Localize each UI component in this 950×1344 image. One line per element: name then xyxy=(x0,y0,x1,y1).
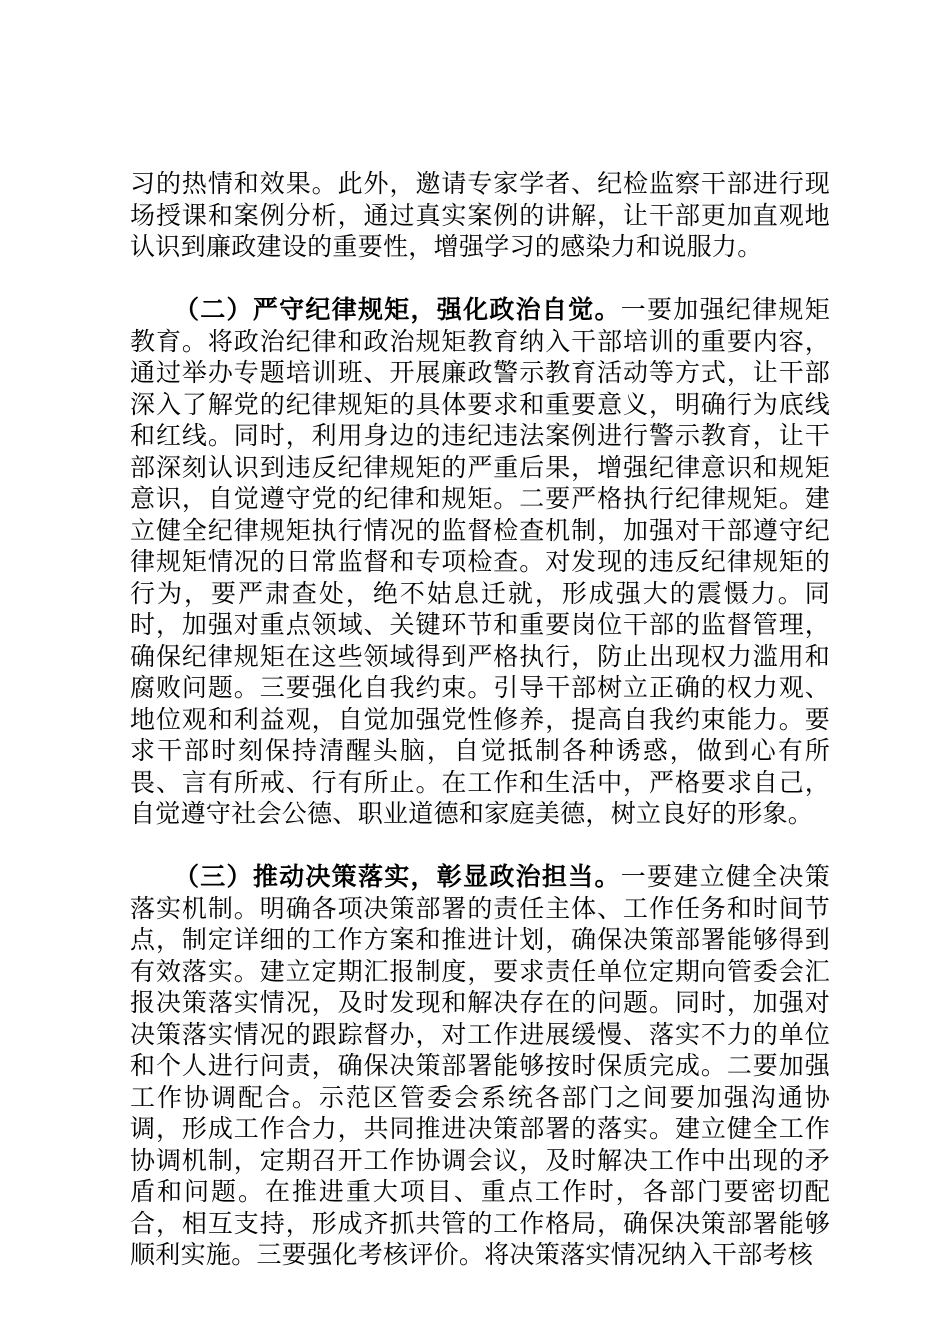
section-heading: （三）推动决策落实，彰显政治担当。 xyxy=(174,862,621,891)
paragraph-body: 一要建立健全决策落实机制。明确各项决策部署的责任主体、工作任务和时间节点，制定详细的工作方案和推进计划，确保决策部署能够得到有效落实。建立定期汇报制度，要求责任单位定期向管委会汇报决策落实情况，及时发现和解决存在的问题。同时，加强对决策落实情况的跟踪督办，对工作进展缓慢、落实不力的单位和个人进行问责，确保决策部署能够按时保质完成。二要加强工作协调配合。示范区管委会系统各部门之间要加强沟通协调，形成工作合力，共同推进决策部署的落实。建立健全工作协调机制，定期召开工作协调会议，及时解决工作中出现的矛盾和问题。在推进重大项目、重点工作时，各部门要密切配合，相互支持，形成齐抓共管的工作格局，确保决策部署能够顺利实施。三要强化考核评价。将决策落实情况纳入干部考核 xyxy=(130,862,831,1269)
section-heading: （二）严守纪律规矩，强化政治自觉。 xyxy=(174,295,621,324)
paragraph-section-3 xyxy=(130,861,830,1271)
document-page xyxy=(130,168,830,1271)
paragraph-continuation xyxy=(130,168,830,263)
paragraph-body: 习的热情和效果。此外，邀请专家学者、纪检监察干部进行现场授课和案例分析，通过真实案例的讲解，让干部更加直观地认识到廉政建设的重要性，增强学习的感染力和说服力。 xyxy=(130,169,830,261)
paragraph-body: 一要加强纪律规矩教育。将政治纪律和政治规矩教育纳入干部培训的重要内容，通过举办专题培训班、开展廉政警示教育活动等方式，让干部深入了解党的纪律规矩的具体要求和重要意义，明确行为底线和红线。同时，利用身边的违纪违法案例进行警示教育，让干部深刻认识到违反纪律规矩的严重后果，增强纪律意识和规矩意识，自觉遵守党的纪律和规矩。二要严格执行纪律规矩。建立健全纪律规矩执行情况的监督检查机制，加强对干部遵守纪律规矩情况的日常监督和专项检查。对发现的违反纪律规矩的行为，要严肃查处，绝不姑息迁就，形成强大的震慑力。同时，加强对重点领域、关键环节和重要岗位干部的监督管理，确保纪律规矩在这些领域得到严格执行，防止出现权力滥用和腐败问题。三要强化自我约束。引导干部树立正确的权力观、地位观和利益观，自觉加强党性修养，提高自我约束能力。要求干部时刻保持清醒头脑，自觉抵制各种诱惑，做到心有所畏、言有所戒、行有所止。在工作和生活中，严格要求自己，自觉遵守社会公德、职业道德和家庭美德，树立良好的形象。 xyxy=(130,295,831,828)
paragraph-section-2 xyxy=(130,294,830,830)
